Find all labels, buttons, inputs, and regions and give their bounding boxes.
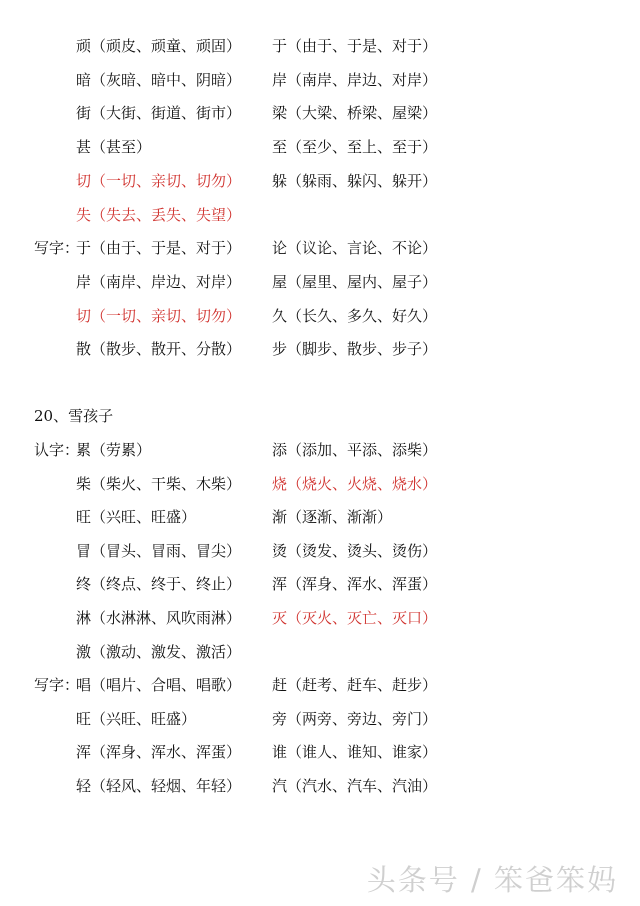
vocab-entry-left: 柴（柴火、干柴、木柴）	[76, 474, 242, 493]
vocab-row	[0, 203, 640, 227]
vocab-entry-left: 切（一切、亲切、切勿）	[76, 306, 242, 325]
row-label: 认字：	[34, 441, 80, 459]
vocab-row	[0, 169, 640, 193]
vocab-row	[0, 774, 640, 798]
vocab-entry-left: 旺（兴旺、旺盛）	[76, 508, 197, 527]
vocab-entry-left: 暗（灰暗、暗中、阴暗）	[76, 70, 242, 89]
vocab-entry-left: 旺（兴旺、旺盛）	[76, 709, 197, 728]
vocab-entry-left: 淋（水淋淋、风吹雨淋）	[76, 609, 242, 627]
vocab-row	[0, 505, 640, 529]
vocab-entry-right: 烧（烧火、火烧、烧水）	[272, 474, 438, 493]
row-label: 写字：	[34, 239, 80, 258]
vocab-row	[0, 640, 640, 664]
vocab-row	[0, 606, 640, 630]
vocab-entry-right: 渐（逐渐、渐渐）	[272, 508, 393, 527]
vocab-row	[0, 101, 640, 125]
row-label: 写字：	[34, 676, 80, 695]
vocab-entry-left: 累（劳累）	[76, 441, 152, 459]
vocab-entry-right: 至（至少、至上、至于）	[272, 138, 438, 157]
vocab-entry-left: 甚（甚至）	[76, 138, 152, 157]
vocab-row	[0, 68, 640, 92]
vocab-entry-right: 梁（大梁、桥梁、屋梁）	[272, 104, 438, 123]
watermark: 头条号 / 笨爸笨妈	[366, 863, 618, 897]
vocab-entry-left: 激（激动、激发、激活）	[76, 642, 242, 661]
vocab-row	[0, 539, 640, 563]
vocab-row	[0, 337, 640, 361]
vocab-row	[0, 572, 640, 596]
vocab-entry-right: 赶（赶考、赶车、赶步）	[272, 676, 438, 695]
vocab-row	[0, 472, 640, 496]
vocab-row	[0, 135, 640, 159]
vocab-entry-right: 汽（汽水、汽车、汽油）	[272, 777, 438, 795]
vocab-entry-right: 步（脚步、散步、步子）	[272, 340, 438, 359]
vocab-entry-right: 添（添加、平添、添柴）	[272, 441, 438, 459]
vocab-entry-left: 轻（轻风、轻烟、年轻）	[76, 777, 242, 795]
vocab-row	[0, 270, 640, 294]
vocab-entry-left: 切（一切、亲切、切勿）	[76, 171, 242, 190]
vocab-entry-left: 岸（南岸、岸边、对岸）	[76, 272, 242, 291]
vocab-row	[0, 34, 640, 58]
vocab-entry-left: 终（终点、终于、终止）	[76, 575, 242, 594]
vocab-row	[0, 236, 640, 260]
vocab-entry-right: 岸（南岸、岸边、对岸）	[272, 70, 438, 89]
vocab-entry-right: 浑（浑身、浑水、浑蛋）	[272, 575, 438, 594]
vocab-row	[0, 673, 640, 697]
vocab-row	[0, 707, 640, 731]
vocab-entry-right: 于（由于、于是、对于）	[272, 37, 438, 55]
vocab-entry-right: 谁（谁人、谁知、谁家）	[272, 743, 438, 762]
vocab-row	[0, 304, 640, 328]
vocab-entry-left: 街（大街、街道、街市）	[76, 104, 242, 123]
vocab-entry-left: 唱（唱片、合唱、唱歌）	[76, 676, 242, 695]
vocab-entry-right: 躲（躲雨、躲闪、躲开）	[272, 171, 438, 190]
vocab-entry-right: 烫（烫发、烫头、烫伤）	[272, 541, 438, 560]
vocab-entry-right: 灭（灭火、灭亡、灭口）	[272, 609, 438, 627]
section-title: 20、雪孩子	[34, 407, 114, 425]
vocab-entry-right: 旁（两旁、旁边、旁门）	[272, 709, 438, 728]
vocab-row	[0, 740, 640, 764]
vocab-entry-left: 顽（顽皮、顽童、顽固）	[76, 37, 242, 55]
vocab-entry-left: 于（由于、于是、对于）	[76, 239, 242, 258]
vocab-entry-right: 久（长久、多久、好久）	[272, 306, 438, 325]
vocab-row	[0, 438, 640, 462]
vocab-entry-right: 论（议论、言论、不论）	[272, 239, 438, 258]
vocab-entry-left: 浑（浑身、浑水、浑蛋）	[76, 743, 242, 762]
vocab-entry-left: 冒（冒头、冒雨、冒尖）	[76, 541, 242, 560]
vocab-entry-right: 屋（屋里、屋内、屋子）	[272, 272, 438, 291]
vocab-entry-left: 失（失去、丢失、失望）	[76, 205, 242, 224]
vocab-entry-left: 散（散步、散开、分散）	[76, 340, 242, 359]
